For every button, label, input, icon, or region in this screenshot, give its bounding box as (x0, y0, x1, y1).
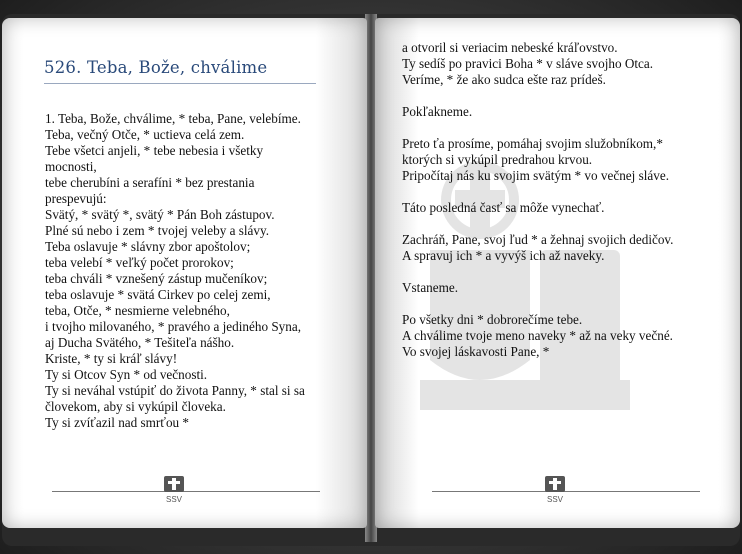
text-line: Ty si zvíťazil nad smrťou * (45, 415, 190, 430)
text-line: Táto posledná časť sa môže vynechať. (402, 200, 605, 215)
text-line: Ty sedíš po pravici Boha * v sláve svojho Otca. (402, 56, 654, 71)
text-line: Tebe všetci anjeli, * tebe nebesia i všetky mocnosti, (45, 143, 267, 174)
hymn-text-left (45, 111, 310, 431)
text-line: Teba, večný Otče, * uctieva celá zem. (45, 127, 245, 142)
text-line: Preto ťa prosíme, pomáhaj svojim služobníkom,* ktorých si vykúpil predrahou krvou. (402, 136, 667, 167)
footer-rule-left (52, 491, 320, 492)
text-line: aj Ducha Svätého, * Tešiteľa nášho. (45, 335, 235, 350)
text-line: Teba oslavuje * slávny zbor apoštolov; (45, 239, 251, 254)
ssv-logo-icon (162, 474, 186, 512)
text-line: Kriste, * ty si kráľ slávy! (45, 351, 178, 366)
text-line: 1. Teba, Bože, chválime, * teba, Pane, velebíme. (45, 111, 301, 126)
text-line: a otvoril si veriacim nebeské kráľovstvo. (402, 40, 618, 55)
page-title: 526. Teba, Bože, chválime (44, 58, 316, 84)
text-line: teba oslavuje * svätá Cirkev po celej zemi, (45, 287, 271, 302)
text-line: i tvojho milovaného, * pravého a jediného Syna, (45, 319, 302, 334)
svg-text:SSV: SSV (546, 495, 564, 504)
text-line: Vstaneme. (402, 280, 459, 295)
text-line: Ty si Otcov Syn * od večnosti. (45, 367, 208, 382)
text-line: teba chváli * vznešený zástup mučeníkov; (45, 271, 268, 286)
text-line: Zachráň, Pane, svoj ľud * a žehnaj svojich dedičov. (402, 232, 674, 247)
text-line: Veríme, * že ako sudca ešte raz prídeš. (402, 72, 606, 87)
text-line: Plné sú nebo i zem * tvojej veleby a slávy. (45, 223, 270, 238)
text-line: Svätý, * svätý *, svätý * Pán Boh zástupov. (45, 207, 275, 222)
text-line: Vo svojej láskavosti Pane, * (402, 344, 550, 359)
text-line: Pripočítaj nás ku svojim svätým * vo večnej sláve. (402, 168, 670, 183)
text-line: teba, Otče, * nesmierne velebného, (45, 303, 230, 318)
hymn-text-right (402, 40, 702, 360)
text-line: Ty si neváhal vstúpiť do života Panny, * stal si sa človekom, aby si vykúpil človeka. (45, 383, 309, 414)
text-line: Po všetky dni * dobrorečíme tebe. (402, 312, 583, 327)
svg-text:SSV: SSV (165, 495, 183, 504)
text-line: teba velebí * veľký počet prorokov; (45, 255, 234, 270)
text-line: Pokľakneme. (402, 104, 473, 119)
ssv-logo-icon (543, 474, 567, 512)
text-line: A chválime tvoje meno naveky * až na veky večné. (402, 328, 673, 343)
left-page (2, 18, 367, 528)
text-line: tebe cherubíni a serafíni * bez prestania prespevujú: (45, 175, 258, 206)
text-line: A spravuj ich * a vyvýš ich až naveky. (402, 248, 605, 263)
